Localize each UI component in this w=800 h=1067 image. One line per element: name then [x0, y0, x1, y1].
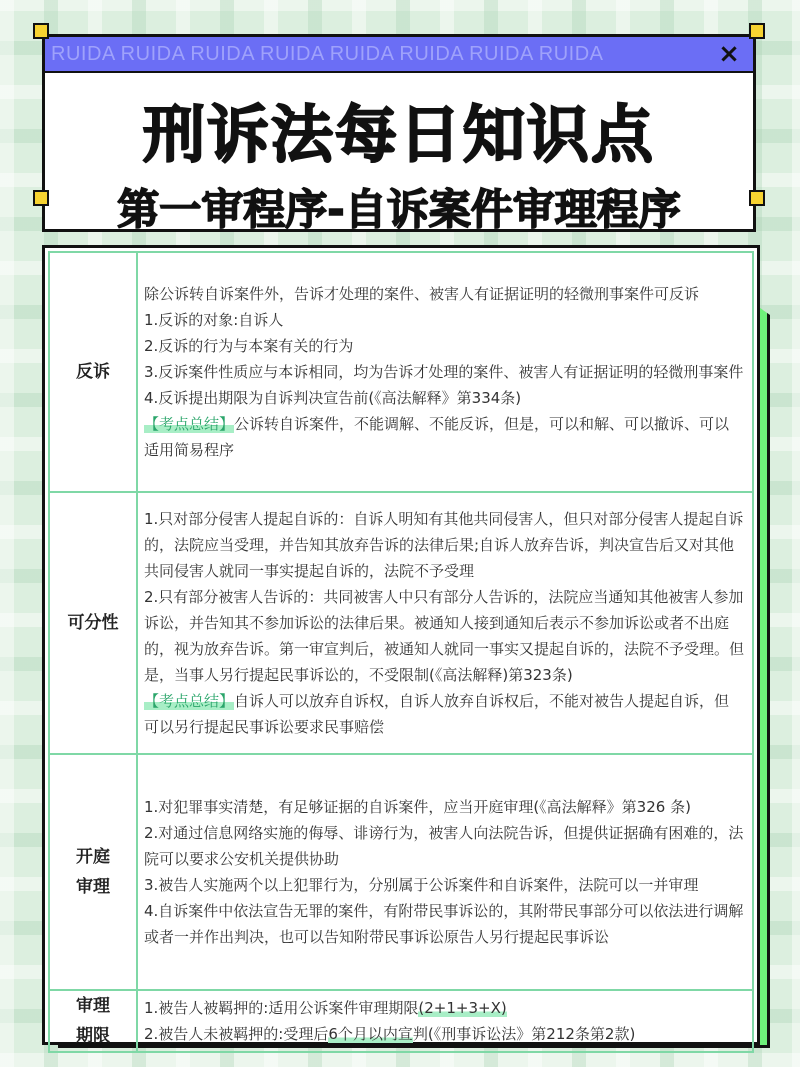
title-bar — [45, 37, 753, 73]
page-title: 刑诉法每日知识点 — [142, 98, 655, 171]
summary-line — [144, 411, 744, 463]
title-card — [42, 34, 756, 232]
content-line: 3.反诉案件性质应与本诉相同，均为告诉才处理的案件、被害人有证据证明的轻微刑事案件 — [144, 363, 744, 381]
row-content — [137, 990, 753, 1052]
content-line: 4.反诉提出期限为自诉判决宣告前(《高法解释》第334条) — [144, 389, 522, 407]
content-line: 2.反诉的行为与本案有关的行为 — [144, 337, 354, 355]
content-line — [144, 1021, 744, 1047]
summary-text: 自诉人可以放弃自诉权，自诉人放弃自诉权后，不能对被告人提起自诉，但可以另行提起民事诉讼要求民事赔偿 — [144, 692, 730, 736]
content-text: 2.被告人未被羁押的:受理后 — [144, 1025, 329, 1043]
table-row-trial-period — [49, 990, 753, 1052]
table-row-counterclaim — [49, 252, 753, 492]
row-label: 反诉 — [49, 252, 137, 492]
highlighted-text: 6个月以内宣 — [328, 1025, 413, 1043]
row-label-line: 审理 — [76, 877, 110, 897]
summary-tag: 【考点总结】 — [144, 692, 235, 710]
content-line: 1.反诉的对象:自诉人 — [144, 311, 284, 329]
corner-handle-top-right[interactable] — [749, 23, 765, 39]
content-line: 1.对犯罪事实清楚，有足够证据的自诉案件，应当开庭审理(《高法解释》第326 条) — [144, 798, 691, 816]
highlighted-text: (2+1+3+X) — [418, 999, 507, 1017]
content-text: 1.被告人被羁押的:适用公诉案件审理期限 — [144, 999, 419, 1017]
content-line: 4.自诉案件中依法宣告无罪的案件，有附带民事诉讼的，其附带民事部分可以依法进行调解或者一并作出判决，也可以告知附带民事诉讼原告人另行提起民事诉讼 — [144, 902, 744, 946]
row-label — [49, 990, 137, 1052]
summary-line — [144, 688, 744, 740]
row-content — [137, 754, 753, 990]
table-row-court-hearing — [49, 754, 753, 990]
summary-tag: 【考点总结】 — [144, 415, 235, 433]
close-icon[interactable]: × — [718, 39, 740, 69]
content-line: 2.只有部分被害人告诉的：共同被害人中只有部分人告诉的，法院应当通知其他被害人参加诉讼，并告知其不参加诉讼的法律后果。被通知人接到通知后表示不参加诉讼或者不出庭的，视为放弃告诉。第一审宣判后，被通知人就同一事实又提起自诉的，法院不予受理。但是，当事人另行提起民事诉讼的，不受限制(《高法解释)第323条) — [144, 588, 745, 684]
corner-handle-bottom-left[interactable] — [33, 190, 49, 206]
content-text: 判(《刑事诉讼法》第212条第2款) — [412, 1025, 636, 1043]
row-label-line: 期限 — [76, 1026, 110, 1046]
corner-handle-top-left[interactable] — [33, 23, 49, 39]
row-content — [137, 492, 753, 754]
corner-handle-bottom-right[interactable] — [749, 190, 765, 206]
table-row-divisibility — [49, 492, 753, 754]
content-line: 3.被告人实施两个以上犯罪行为，分别属于公诉案件和自诉案件，法院可以一并审理 — [144, 876, 699, 894]
page-subtitle: 第一审程序-自诉案件审理程序 — [117, 185, 681, 234]
row-content — [137, 252, 753, 492]
content-line: 1.只对部分侵害人提起自诉的：自诉人明知有其他共同侵害人，但只对部分侵害人提起自诉的，法院应当受理，并告知其放弃告诉的法律后果;自诉人放弃告诉，判决宣告后又对其他共同侵害人就同一事实提起自诉的，法院不予受理 — [144, 510, 744, 580]
content-line: 除公诉转自诉案件外，告诉才处理的案件、被害人有证据证明的轻微刑事案件可反诉 — [144, 285, 700, 303]
knowledge-table — [48, 251, 754, 1053]
row-label-line: 开庭 — [76, 847, 110, 867]
row-label: 可分性 — [49, 492, 137, 754]
row-label-line: 审理 — [76, 996, 110, 1016]
knowledge-table-card — [42, 245, 760, 1045]
watermark-text: RUIDA RUIDA RUIDA RUIDA RUIDA RUIDA RUIDA RUIDA — [51, 42, 604, 65]
content-line — [144, 995, 744, 1021]
content-line: 2.对通过信息网络实施的侮辱、诽谤行为，被害人向法院告诉，但提供证据确有困难的，法院可以要求公安机关提供协助 — [144, 824, 744, 868]
row-label — [49, 754, 137, 990]
summary-text: 公诉转自诉案件，不能调解、不能反诉，但是，可以和解、可以撤诉、可以适用简易程序 — [144, 415, 730, 459]
